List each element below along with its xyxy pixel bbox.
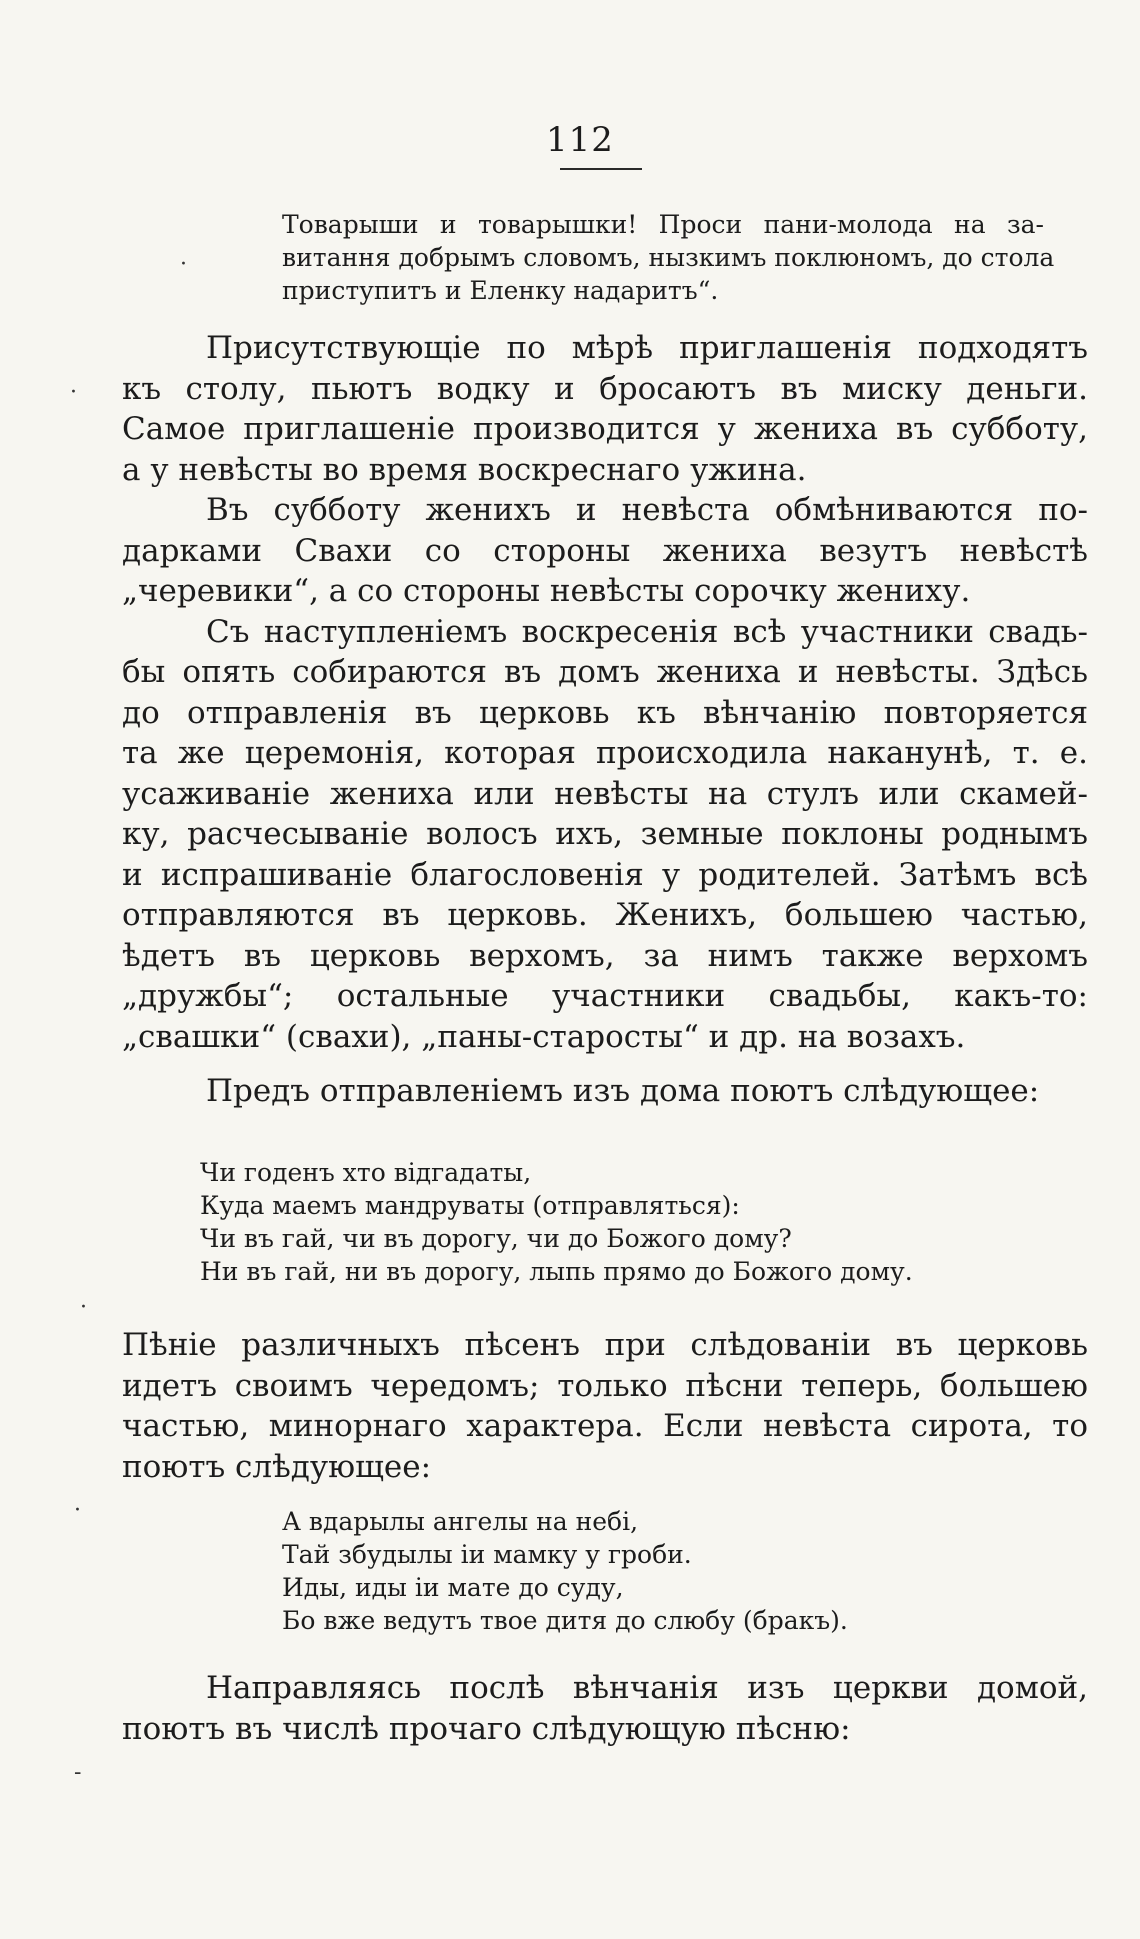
text-line: идетъ своимъ чередомъ; только пѣсни теперь, большею	[122, 1367, 1088, 1404]
verse-line: Иды, иды iи мате до суду,	[282, 1573, 624, 1602]
page-number: 112	[546, 120, 614, 160]
print-speck: ·	[70, 380, 77, 405]
paragraph-singing	[122, 1325, 1088, 1487]
text-line: Предъ отправленіемъ изъ дома поютъ слѣдующее:	[206, 1073, 1040, 1109]
text-line: къ столу, пьютъ водку и бросаютъ въ миску деньги.	[122, 370, 1088, 407]
verse-block-1	[200, 1156, 913, 1288]
text-line: Въ субботу женихъ и невѣста обмѣниваются по-	[206, 492, 1088, 528]
text-line: бы опять собираются въ домъ жениха и невѣсты. Здѣсь	[122, 654, 1088, 690]
text-line: частью, минорнаго характера. Если невѣста сирота, то	[122, 1408, 1088, 1444]
text-line: а у невѣсты во время воскреснаго ужина.	[122, 451, 807, 488]
print-speck: ·	[74, 1498, 81, 1523]
quote-block	[282, 208, 1055, 307]
text-line: приступитъ и Еленку надаритъ“.	[282, 276, 719, 305]
verse-block-2	[282, 1505, 848, 1637]
text-line: Присутствующіе по мѣрѣ приглашенія подходятъ	[206, 330, 1088, 366]
verse-line: Чи годенъ хто вiдгадаты,	[200, 1158, 532, 1187]
text-line: до отправленія въ церковь къ вѣнчанію повторяется	[122, 694, 1088, 731]
page-number-rule	[560, 168, 642, 170]
verse-line: Чи въ гай, чи въ дорогу, чи до Божого дому?	[200, 1224, 792, 1253]
text-line: усаживаніе жениха или невѣсты на стулъ или скамей-	[122, 775, 1088, 812]
verse-line: Куда маемъ мандруваты (отправляться):	[200, 1191, 740, 1220]
verse-line: Бо вже ведутъ твое дитя до слюбу (бракъ).	[282, 1606, 848, 1635]
text-line: та же церемонія, которая происходила наканунѣ, т. е.	[122, 735, 1088, 771]
paragraph-return	[122, 1668, 1088, 1749]
text-line: Съ наступленіемъ воскресенія всѣ участники свадь-	[206, 613, 1088, 650]
text-line: „дружбы“; остальные участники свадьбы, какъ-то:	[122, 978, 1088, 1014]
text-line: Пѣніе различныхъ пѣсенъ при слѣдованіи въ церковь	[122, 1327, 1088, 1363]
text-line: поютъ слѣдующее:	[122, 1448, 432, 1485]
verse-line: Ни въ гай, ни въ дорогу, лыпь прямо до Божого дому.	[200, 1257, 913, 1286]
print-speck: -	[74, 1760, 82, 1785]
text-line: дарками Свахи со стороны жениха везутъ невѣстѣ	[122, 532, 1088, 569]
text-line: ѣдетъ въ церковь верхомъ, за нимъ также верхомъ	[122, 937, 1088, 974]
text-line: Направляясь послѣ вѣнчанія изъ церкви домой,	[206, 1670, 1088, 1706]
text-line: отправляются въ церковь. Женихъ, большею частью,	[122, 897, 1088, 933]
text-line: поютъ въ числѣ прочаго слѣдующую пѣсню:	[122, 1710, 851, 1747]
text-line: витання добрымъ словомъ, нызкимъ поклюномъ, до стола	[282, 243, 1055, 272]
text-line: Товарыши и товарышки! Проси пани-молода на за-	[282, 210, 1044, 239]
verse-line: Тай збудылы iи мамку у гроби.	[282, 1540, 692, 1569]
text-line: „черевики“, а со стороны невѣсты сорочку жениху.	[122, 573, 971, 609]
text-line: „свашки“ (свахи), „паны-старосты“ и др. на возахъ.	[122, 1018, 966, 1055]
text-line: ку, расчесываніе волосъ ихъ, земные поклоны роднымъ	[122, 816, 1088, 852]
verse-line: А вдарылы ангелы на небi,	[282, 1507, 639, 1536]
print-speck: ·	[80, 1295, 87, 1320]
body-paragraphs	[122, 328, 1088, 1112]
text-line: Самое приглашеніе производится у жениха въ субботу,	[122, 411, 1088, 447]
print-speck: ·	[180, 252, 187, 277]
text-line: и испрашиваніе благословенія у родителей. Затѣмъ всѣ	[122, 856, 1088, 893]
